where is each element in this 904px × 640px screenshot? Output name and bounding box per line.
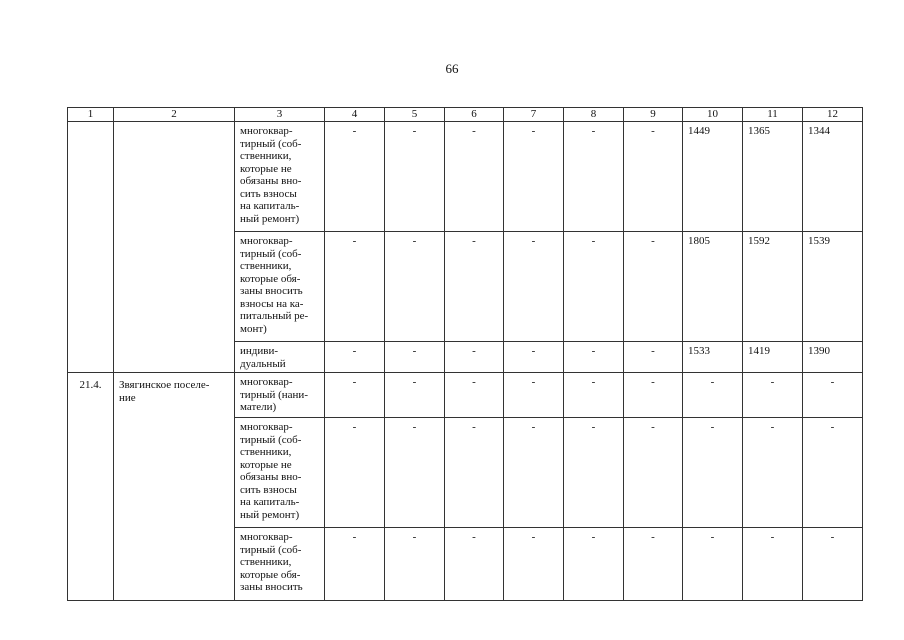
housing-type: [235, 418, 325, 528]
housing-type-line: заны вносить: [240, 581, 303, 593]
housing-type-line: монт): [240, 322, 267, 335]
housing-type-line: заны вносить: [240, 285, 303, 297]
housing-type-line: сить взносы: [240, 483, 297, 496]
housing-type-line: тирный (соб-: [240, 247, 302, 260]
value-cell: -: [445, 122, 504, 232]
housing-type-line: ственники,: [240, 150, 292, 162]
value-cell: 1592: [743, 232, 803, 342]
value-cell: -: [445, 232, 504, 342]
value-cell: -: [385, 232, 445, 342]
housing-type-line: взносы на ка-: [240, 297, 304, 310]
housing-type-line: многоквар-: [240, 125, 293, 137]
value-cell: -: [803, 373, 863, 418]
value-cell: -: [385, 122, 445, 232]
housing-type-line: ный ремонт): [240, 508, 300, 521]
settlement-index: [68, 122, 114, 373]
housing-type-line: многоквар-: [240, 376, 293, 388]
housing-type: [235, 342, 325, 373]
housing-type-line: на капиталь-: [240, 496, 300, 508]
value-cell: -: [325, 342, 385, 373]
column-header: 11: [743, 108, 803, 122]
header-row: [68, 108, 863, 122]
value-cell: -: [564, 342, 624, 373]
value-cell: -: [385, 418, 445, 528]
housing-type: [235, 373, 325, 418]
value-cell: -: [325, 232, 385, 342]
column-header: 10: [683, 108, 743, 122]
value-cell: -: [325, 528, 385, 601]
housing-type-line: обязаны вно-: [240, 175, 302, 187]
value-cell: -: [504, 373, 564, 418]
column-header: 4: [325, 108, 385, 122]
column-header: 7: [504, 108, 564, 122]
housing-type-line: дуальный: [240, 357, 286, 370]
column-header: 12: [803, 108, 863, 122]
tariff-table: [67, 107, 863, 601]
housing-type: [235, 122, 325, 232]
housing-type-line: многоквар-: [240, 531, 293, 543]
value-cell: -: [683, 418, 743, 528]
settlement-name: [114, 373, 235, 601]
housing-type-line: сить взносы: [240, 187, 297, 200]
value-cell: -: [445, 418, 504, 528]
housing-type-line: ственники,: [240, 556, 292, 568]
value-cell: -: [624, 342, 683, 373]
value-cell: 1365: [743, 122, 803, 232]
value-cell: 1390: [803, 342, 863, 373]
housing-type-line: которые не: [240, 162, 292, 175]
settlement-name-line: Звягинское поселе-: [119, 379, 210, 391]
column-header: 2: [114, 108, 235, 122]
housing-type-line: многоквар-: [240, 421, 293, 433]
value-cell: -: [743, 528, 803, 601]
value-cell: -: [564, 418, 624, 528]
page-number: 66: [445, 61, 459, 76]
value-cell: -: [504, 418, 564, 528]
value-cell: -: [564, 122, 624, 232]
value-cell: -: [385, 342, 445, 373]
housing-type-line: тирный (нани-: [240, 388, 308, 401]
column-header: 3: [235, 108, 325, 122]
value-cell: -: [504, 342, 564, 373]
value-cell: 1533: [683, 342, 743, 373]
value-cell: -: [683, 373, 743, 418]
value-cell: -: [683, 528, 743, 601]
housing-type-line: тирный (соб-: [240, 543, 302, 556]
housing-type: [235, 232, 325, 342]
value-cell: 1539: [803, 232, 863, 342]
value-cell: -: [803, 418, 863, 528]
value-cell: -: [385, 373, 445, 418]
housing-type-line: индиви-: [240, 345, 279, 357]
housing-type: [235, 528, 325, 601]
housing-type-line: которые обя-: [240, 568, 301, 581]
value-cell: -: [385, 528, 445, 601]
value-cell: -: [743, 418, 803, 528]
value-cell: 1344: [803, 122, 863, 232]
housing-type-line: ственники,: [240, 446, 292, 458]
column-header: 1: [68, 108, 114, 122]
column-header: 5: [385, 108, 445, 122]
value-cell: -: [445, 342, 504, 373]
value-cell: -: [564, 232, 624, 342]
housing-type-line: которые не: [240, 458, 292, 471]
value-cell: -: [624, 122, 683, 232]
value-cell: -: [445, 373, 504, 418]
value-cell: -: [325, 418, 385, 528]
column-header: 8: [564, 108, 624, 122]
housing-type-line: матели): [240, 401, 277, 413]
housing-type-line: которые обя-: [240, 272, 301, 285]
value-cell: -: [564, 373, 624, 418]
value-cell: -: [325, 373, 385, 418]
value-cell: -: [624, 232, 683, 342]
value-cell: -: [504, 122, 564, 232]
housing-type-line: тирный (соб-: [240, 137, 302, 150]
value-cell: -: [624, 418, 683, 528]
value-cell: 1419: [743, 342, 803, 373]
table-row: [68, 373, 863, 418]
value-cell: -: [624, 528, 683, 601]
housing-type-line: питальный ре-: [240, 310, 309, 322]
value-cell: 1805: [683, 232, 743, 342]
settlement-name: [114, 122, 235, 373]
value-cell: -: [624, 373, 683, 418]
housing-type-line: ный ремонт): [240, 212, 300, 225]
housing-type-line: многоквар-: [240, 235, 293, 247]
value-cell: -: [803, 528, 863, 601]
value-cell: -: [504, 232, 564, 342]
value-cell: -: [743, 373, 803, 418]
housing-type-line: ственники,: [240, 260, 292, 272]
value-cell: 1449: [683, 122, 743, 232]
value-cell: -: [325, 122, 385, 232]
value-cell: -: [564, 528, 624, 601]
housing-type-line: обязаны вно-: [240, 471, 302, 483]
value-cell: -: [504, 528, 564, 601]
settlement-index: 21.4.: [68, 373, 114, 601]
housing-type-line: тирный (соб-: [240, 433, 302, 446]
settlement-name-line: ние: [119, 391, 136, 404]
column-header: 9: [624, 108, 683, 122]
value-cell: -: [445, 528, 504, 601]
table-row: [68, 122, 863, 232]
housing-type-line: на капиталь-: [240, 200, 300, 212]
column-header: 6: [445, 108, 504, 122]
